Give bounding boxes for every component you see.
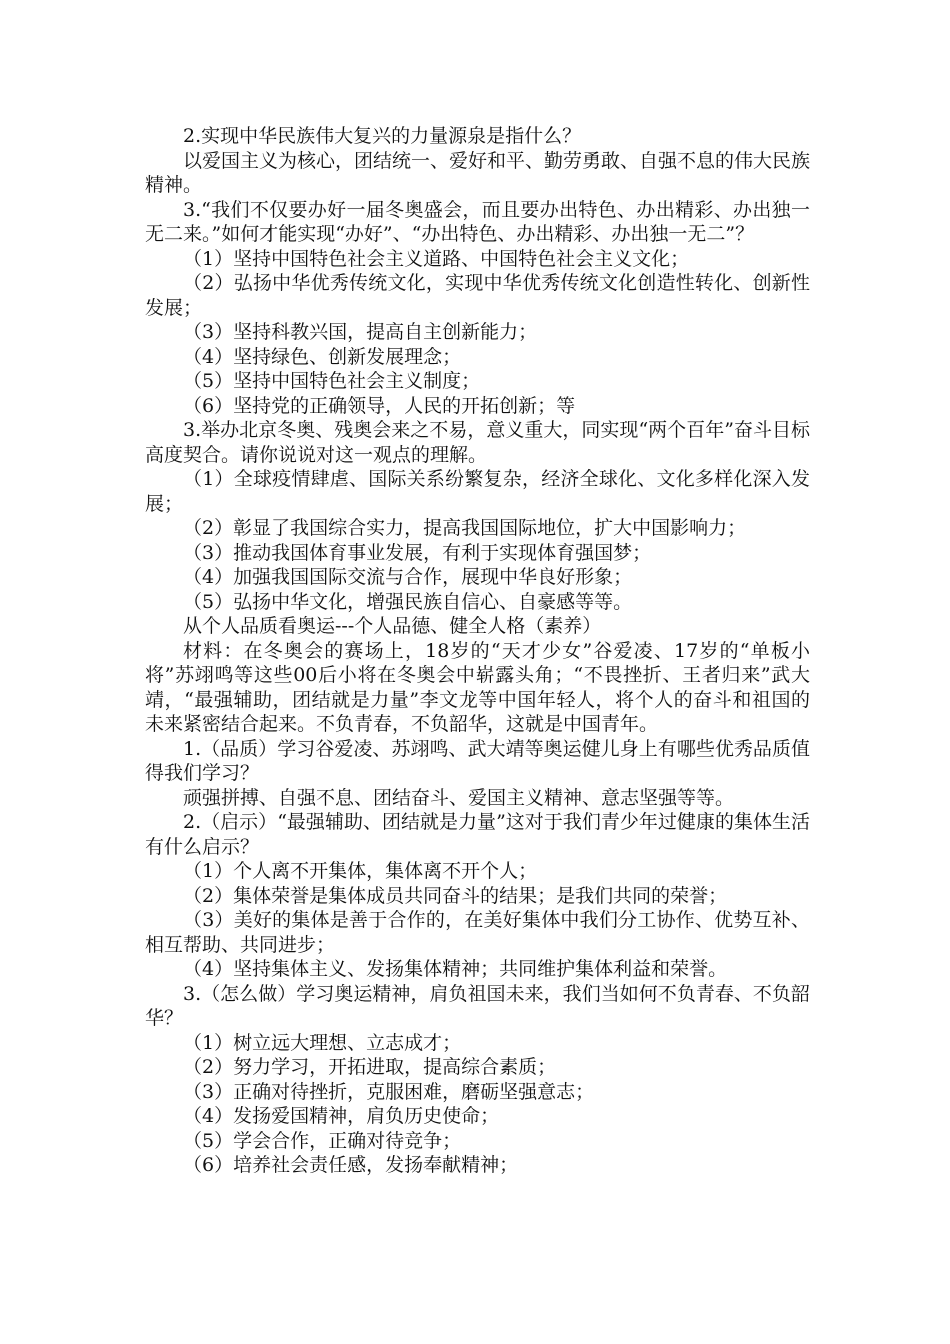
list-item: （4）加强我国国际交流与合作，展现中华良好形象； <box>183 566 633 588</box>
list-item: （3）正确对待挫折，克服困难，磨砺坚强意志； <box>183 1080 595 1103</box>
list-item: （5）学会合作，正确对待竞争； <box>183 1129 462 1152</box>
list-item: （2）努力学习，开拓进取，提高综合素质； <box>183 1056 557 1078</box>
question-3-heading: 3.“我们不仅要办好一届冬奥盛会，而且要办出特色、办出精彩、办出独一无二来。”如何才能实现“办好”、“办出特色、办出精彩、办出独一无二”？ <box>145 198 810 245</box>
list-item: （5）坚持中国特色社会主义制度； <box>183 370 481 392</box>
list-item: （6）培养社会责任感，发扬奉献精神； <box>183 1154 519 1176</box>
question-1-heading: 1.（品质）学习谷爱凌、苏翊鸣、武大靖等奥运健儿身上有哪些优秀品质值得我们学习？ <box>145 737 810 784</box>
list-item: （1）个人离不开集体，集体离不开个人； <box>183 860 538 882</box>
list-item: （6）坚持党的正确领导，人民的开拓创新；等 <box>183 394 576 417</box>
question-3b-heading: 3.举办北京冬奥、残奥会来之不易，意义重大，同实现“两个百年”奋斗目标高度契合。请你说说对这一观点的理解。 <box>145 419 810 466</box>
question-2-heading: 2.实现中华民族伟大复兴的力量源泉是指什么？ <box>183 125 582 147</box>
material-paragraph: 材料：在冬奥会的赛场上，18岁的“天才少女”谷爱凌、17岁的“单板小将”苏翊鸣等这些00后小将在冬奥会中崭露头角；“不畏挫折、王者归来”武大靖，“最强辅助，团结就是力量”李文龙等中国年轻人，将个人的奋斗和祖国的未来紧密结合起来。不负青春，不负韶华，这就是中国青年。 <box>145 639 810 735</box>
list-item: （4）坚持集体主义、发扬集体精神；共同维护集体利益和荣誉。 <box>183 958 728 980</box>
list-item: （4）发扬爱国精神，肩负历史使命； <box>183 1105 500 1127</box>
question-2b-heading: 2.（启示）“最强辅助、团结就是力量”这对于我们青少年过健康的集体生活有什么启示？ <box>145 811 810 858</box>
list-item: （3）美好的集体是善于合作的，在美好集体中我们分工协作、优势互补、相互帮助、共同进步； <box>145 909 810 956</box>
list-item: （2）集体荣誉是集体成员共同奋斗的结果；是我们共同的荣誉； <box>183 884 728 907</box>
document-page <box>145 124 810 1178</box>
list-item: （3）坚持科教兴国，提高自主创新能力； <box>183 321 538 343</box>
question-3c-heading: 3.（怎么做）学习奥运精神，肩负祖国未来，我们当如何不负青春、不负韶华？ <box>145 982 810 1029</box>
list-item: （1）坚持中国特色社会主义道路、中国特色社会主义文化； <box>183 247 690 270</box>
list-item: （3）推动我国体育事业发展，有利于实现体育强国梦； <box>183 541 652 564</box>
answer-paragraph: 顽强拼搏、自强不息、团结奋斗、爱国主义精神、意志坚强等等。 <box>183 786 735 809</box>
list-item: （5）弘扬中华文化，增强民族自信心、自豪感等等。 <box>183 590 633 613</box>
list-item: （2）彰显了我国综合实力，提高我国国际地位，扩大中国影响力； <box>183 517 747 539</box>
answer-paragraph: 以爱国主义为核心，团结统一、爱好和平、勤劳勇敢、自强不息的伟大民族精神。 <box>145 149 811 196</box>
list-item: （1）树立远大理想、立志成才； <box>183 1031 462 1054</box>
list-item: （4）坚持绿色、创新发展理念； <box>183 345 462 368</box>
list-item: （1）全球疫情肆虐、国际关系纷繁复杂，经济全球化、文化多样化深入发展； <box>145 468 810 515</box>
list-item: （2）弘扬中华优秀传统文化，实现中华优秀传统文化创造性转化、创新性发展； <box>145 272 810 319</box>
section-heading: 从个人品质看奥运---个人品德、健全人格（素养） <box>183 615 602 637</box>
